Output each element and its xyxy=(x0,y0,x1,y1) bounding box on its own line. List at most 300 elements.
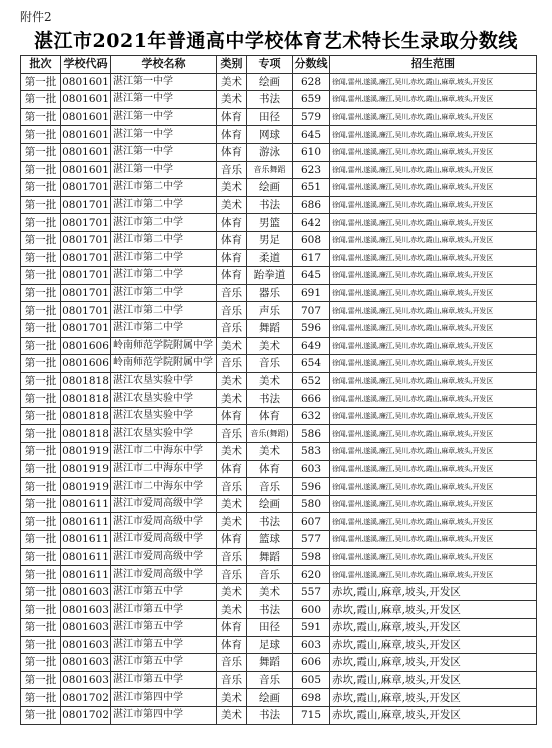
cell-specialty: 男篮 xyxy=(247,214,293,232)
cell-school-code: 0801611 xyxy=(61,513,111,531)
cell-school-code: 0801601 xyxy=(61,73,111,91)
cell-category: 美术 xyxy=(217,513,247,531)
cell-region: 赤坎,霞山,麻章,坡头,开发区 xyxy=(330,601,537,619)
attachment-label: 附件2 xyxy=(20,10,52,24)
cell-specialty: 篮球 xyxy=(247,531,293,549)
cell-score: 623 xyxy=(293,161,330,179)
cell-batch: 第一批 xyxy=(21,108,61,126)
cell-school-code: 0801603 xyxy=(61,671,111,689)
cell-category: 体育 xyxy=(217,460,247,478)
cell-school-name: 湛江市第二中学 xyxy=(111,284,217,302)
cell-score: 652 xyxy=(293,372,330,390)
cell-school-name: 湛江市第二中学 xyxy=(111,196,217,214)
cell-school-name: 湛江市第二中学 xyxy=(111,249,217,267)
cell-category: 体育 xyxy=(217,407,247,425)
cell-school-code: 0801603 xyxy=(61,601,111,619)
cell-school-name: 湛江市爱周高级中学 xyxy=(111,531,217,549)
cell-region: 赤坎,霞山,麻章,坡头,开发区 xyxy=(330,706,537,724)
cell-specialty: 书法 xyxy=(247,513,293,531)
document-title: 湛江市2021年普通高中学校体育艺术特长生录取分数线 xyxy=(34,30,518,52)
cell-batch: 第一批 xyxy=(21,126,61,144)
cell-school-code: 0801601 xyxy=(61,161,111,179)
cell-score: 666 xyxy=(293,390,330,408)
cell-school-code: 0801606 xyxy=(61,355,111,373)
cell-batch: 第一批 xyxy=(21,566,61,584)
cell-school-name: 湛江市爱周高级中学 xyxy=(111,548,217,566)
cell-category: 美术 xyxy=(217,495,247,513)
cell-specialty: 音乐 xyxy=(247,566,293,584)
cell-category: 音乐 xyxy=(217,671,247,689)
cell-region: 徐闻,雷州,遂溪,廉江,吴川,赤坎,霞山,麻章,坡头,开发区 xyxy=(330,372,537,390)
cell-batch: 第一批 xyxy=(21,249,61,267)
admission-score-table xyxy=(20,55,537,725)
cell-region: 徐闻,雷州,遂溪,廉江,吴川,赤坎,霞山,麻章,坡头,开发区 xyxy=(330,443,537,461)
cell-batch: 第一批 xyxy=(21,179,61,197)
cell-score: 605 xyxy=(293,671,330,689)
cell-specialty: 器乐 xyxy=(247,284,293,302)
cell-school-code: 0801702 xyxy=(61,689,111,707)
cell-score: 628 xyxy=(293,73,330,91)
cell-score: 617 xyxy=(293,249,330,267)
cell-category: 体育 xyxy=(217,126,247,144)
cell-specialty: 田径 xyxy=(247,108,293,126)
cell-score: 686 xyxy=(293,196,330,214)
cell-school-name: 湛江第一中学 xyxy=(111,126,217,144)
cell-school-code: 0801601 xyxy=(61,108,111,126)
cell-school-name: 岭南师范学院附属中学 xyxy=(111,355,217,373)
cell-school-name: 湛江农垦实验中学 xyxy=(111,407,217,425)
cell-school-code: 0801919 xyxy=(61,478,111,496)
cell-specialty: 音乐舞蹈 xyxy=(247,161,293,179)
cell-category: 音乐 xyxy=(217,566,247,584)
cell-school-name: 湛江市第四中学 xyxy=(111,689,217,707)
cell-specialty: 书法 xyxy=(247,706,293,724)
cell-category: 美术 xyxy=(217,689,247,707)
table-row xyxy=(21,302,537,320)
cell-school-name: 湛江市第二中学 xyxy=(111,302,217,320)
cell-school-name: 湛江第一中学 xyxy=(111,73,217,91)
cell-school-code: 0801818 xyxy=(61,390,111,408)
cell-region: 赤坎,霞山,麻章,坡头,开发区 xyxy=(330,619,537,637)
header-region: 招生范围 xyxy=(330,56,537,74)
cell-category: 美术 xyxy=(217,706,247,724)
table-row xyxy=(21,267,537,285)
cell-specialty: 美术 xyxy=(247,583,293,601)
cell-region: 徐闻,雷州,遂溪,廉江,吴川,赤坎,霞山,麻章,坡头,开发区 xyxy=(330,161,537,179)
cell-category: 美术 xyxy=(217,372,247,390)
cell-school-code: 0801701 xyxy=(61,249,111,267)
cell-school-code: 0801818 xyxy=(61,425,111,443)
cell-score: 577 xyxy=(293,531,330,549)
cell-school-code: 0801601 xyxy=(61,126,111,144)
cell-region: 徐闻,雷州,遂溪,廉江,吴川,赤坎,霞山,麻章,坡头,开发区 xyxy=(330,267,537,285)
cell-school-code: 0801701 xyxy=(61,267,111,285)
cell-school-code: 0801603 xyxy=(61,583,111,601)
cell-region: 徐闻,雷州,遂溪,廉江,吴川,赤坎,霞山,麻章,坡头,开发区 xyxy=(330,513,537,531)
cell-specialty: 音乐 xyxy=(247,355,293,373)
cell-school-name: 湛江市第五中学 xyxy=(111,619,217,637)
header-school-code: 学校代码 xyxy=(61,56,111,74)
cell-region: 徐闻,雷州,遂溪,廉江,吴川,赤坎,霞山,麻章,坡头,开发区 xyxy=(330,460,537,478)
cell-category: 音乐 xyxy=(217,319,247,337)
cell-batch: 第一批 xyxy=(21,91,61,109)
cell-school-code: 0801701 xyxy=(61,214,111,232)
cell-batch: 第一批 xyxy=(21,671,61,689)
cell-score: 608 xyxy=(293,231,330,249)
cell-category: 美术 xyxy=(217,73,247,91)
cell-specialty: 美术 xyxy=(247,372,293,390)
cell-school-code: 0801601 xyxy=(61,143,111,161)
cell-school-name: 湛江农垦实验中学 xyxy=(111,390,217,408)
cell-batch: 第一批 xyxy=(21,302,61,320)
cell-school-code: 0801611 xyxy=(61,531,111,549)
cell-category: 体育 xyxy=(217,214,247,232)
cell-specialty: 足球 xyxy=(247,636,293,654)
header-batch: 批次 xyxy=(21,56,61,74)
cell-category: 美术 xyxy=(217,443,247,461)
cell-region: 徐闻,雷州,遂溪,廉江,吴川,赤坎,霞山,麻章,坡头,开发区 xyxy=(330,214,537,232)
cell-school-name: 湛江市第二中学 xyxy=(111,267,217,285)
cell-score: 607 xyxy=(293,513,330,531)
cell-category: 体育 xyxy=(217,143,247,161)
table-row xyxy=(21,91,537,109)
cell-school-name: 湛江市第五中学 xyxy=(111,601,217,619)
cell-specialty: 绘画 xyxy=(247,689,293,707)
cell-score: 715 xyxy=(293,706,330,724)
cell-school-code: 0801701 xyxy=(61,284,111,302)
cell-school-code: 0801611 xyxy=(61,548,111,566)
cell-school-name: 湛江市第五中学 xyxy=(111,654,217,672)
cell-score: 603 xyxy=(293,636,330,654)
table-row xyxy=(21,478,537,496)
table-row xyxy=(21,443,537,461)
cell-category: 音乐 xyxy=(217,548,247,566)
cell-school-name: 湛江市第二中学 xyxy=(111,319,217,337)
table-row xyxy=(21,126,537,144)
cell-score: 610 xyxy=(293,143,330,161)
header-category: 类别 xyxy=(217,56,247,74)
cell-score: 642 xyxy=(293,214,330,232)
table-row xyxy=(21,706,537,724)
table-row xyxy=(21,196,537,214)
table-row xyxy=(21,337,537,355)
cell-category: 美术 xyxy=(217,179,247,197)
cell-school-code: 0801611 xyxy=(61,566,111,584)
cell-batch: 第一批 xyxy=(21,531,61,549)
cell-category: 美术 xyxy=(217,390,247,408)
cell-category: 音乐 xyxy=(217,478,247,496)
cell-specialty: 书法 xyxy=(247,91,293,109)
table-row xyxy=(21,73,537,91)
cell-score: 600 xyxy=(293,601,330,619)
cell-school-code: 0801603 xyxy=(61,619,111,637)
table-row xyxy=(21,372,537,390)
cell-category: 体育 xyxy=(217,231,247,249)
cell-specialty: 舞蹈 xyxy=(247,548,293,566)
cell-specialty: 体育 xyxy=(247,460,293,478)
cell-school-code: 0801601 xyxy=(61,91,111,109)
cell-school-name: 湛江市二中海东中学 xyxy=(111,443,217,461)
table-row xyxy=(21,636,537,654)
table-row xyxy=(21,689,537,707)
cell-score: 579 xyxy=(293,108,330,126)
cell-category: 体育 xyxy=(217,267,247,285)
cell-specialty: 音乐(舞蹈) xyxy=(247,425,293,443)
cell-batch: 第一批 xyxy=(21,636,61,654)
cell-score: 620 xyxy=(293,566,330,584)
cell-specialty: 绘画 xyxy=(247,73,293,91)
cell-specialty: 书法 xyxy=(247,390,293,408)
cell-batch: 第一批 xyxy=(21,689,61,707)
cell-region: 徐闻,雷州,遂溪,廉江,吴川,赤坎,霞山,麻章,坡头,开发区 xyxy=(330,91,537,109)
cell-category: 音乐 xyxy=(217,425,247,443)
cell-region: 徐闻,雷州,遂溪,廉江,吴川,赤坎,霞山,麻章,坡头,开发区 xyxy=(330,73,537,91)
cell-specialty: 声乐 xyxy=(247,302,293,320)
cell-batch: 第一批 xyxy=(21,214,61,232)
cell-category: 体育 xyxy=(217,531,247,549)
cell-specialty: 音乐 xyxy=(247,671,293,689)
cell-batch: 第一批 xyxy=(21,390,61,408)
cell-category: 体育 xyxy=(217,249,247,267)
cell-score: 654 xyxy=(293,355,330,373)
table-row xyxy=(21,249,537,267)
cell-school-code: 0801702 xyxy=(61,706,111,724)
cell-region: 徐闻,雷州,遂溪,廉江,吴川,赤坎,霞山,麻章,坡头,开发区 xyxy=(330,284,537,302)
table-row xyxy=(21,355,537,373)
cell-specialty: 柔道 xyxy=(247,249,293,267)
cell-school-name: 湛江市第五中学 xyxy=(111,671,217,689)
cell-batch: 第一批 xyxy=(21,231,61,249)
cell-school-code: 0801701 xyxy=(61,196,111,214)
cell-score: 557 xyxy=(293,583,330,601)
cell-category: 音乐 xyxy=(217,355,247,373)
cell-region: 徐闻,雷州,遂溪,廉江,吴川,赤坎,霞山,麻章,坡头,开发区 xyxy=(330,249,537,267)
cell-specialty: 书法 xyxy=(247,601,293,619)
table-row xyxy=(21,619,537,637)
cell-batch: 第一批 xyxy=(21,495,61,513)
cell-batch: 第一批 xyxy=(21,706,61,724)
table-row xyxy=(21,671,537,689)
cell-school-code: 0801603 xyxy=(61,654,111,672)
cell-score: 691 xyxy=(293,284,330,302)
cell-score: 580 xyxy=(293,495,330,513)
table-row xyxy=(21,495,537,513)
cell-category: 音乐 xyxy=(217,161,247,179)
cell-batch: 第一批 xyxy=(21,478,61,496)
cell-specialty: 田径 xyxy=(247,619,293,637)
cell-school-name: 湛江第一中学 xyxy=(111,91,217,109)
cell-batch: 第一批 xyxy=(21,601,61,619)
cell-category: 音乐 xyxy=(217,302,247,320)
cell-region: 徐闻,雷州,遂溪,廉江,吴川,赤坎,霞山,麻章,坡头,开发区 xyxy=(330,390,537,408)
cell-category: 美术 xyxy=(217,601,247,619)
cell-score: 707 xyxy=(293,302,330,320)
cell-score: 659 xyxy=(293,91,330,109)
cell-school-code: 0801919 xyxy=(61,443,111,461)
cell-school-name: 湛江第一中学 xyxy=(111,143,217,161)
cell-school-name: 湛江市第二中学 xyxy=(111,179,217,197)
table-row xyxy=(21,601,537,619)
cell-batch: 第一批 xyxy=(21,355,61,373)
cell-region: 徐闻,雷州,遂溪,廉江,吴川,赤坎,霞山,麻章,坡头,开发区 xyxy=(330,337,537,355)
header-specialty: 专项 xyxy=(247,56,293,74)
cell-category: 音乐 xyxy=(217,654,247,672)
cell-batch: 第一批 xyxy=(21,143,61,161)
table-row xyxy=(21,566,537,584)
table-row xyxy=(21,654,537,672)
cell-batch: 第一批 xyxy=(21,267,61,285)
cell-batch: 第一批 xyxy=(21,425,61,443)
cell-specialty: 美术 xyxy=(247,443,293,461)
cell-specialty: 美术 xyxy=(247,337,293,355)
cell-school-code: 0801611 xyxy=(61,495,111,513)
cell-category: 美术 xyxy=(217,583,247,601)
cell-region: 赤坎,霞山,麻章,坡头,开发区 xyxy=(330,654,537,672)
cell-score: 596 xyxy=(293,319,330,337)
cell-score: 586 xyxy=(293,425,330,443)
cell-batch: 第一批 xyxy=(21,73,61,91)
cell-batch: 第一批 xyxy=(21,284,61,302)
cell-score: 649 xyxy=(293,337,330,355)
cell-region: 徐闻,雷州,遂溪,廉江,吴川,赤坎,霞山,麻章,坡头,开发区 xyxy=(330,126,537,144)
table-row xyxy=(21,143,537,161)
cell-region: 徐闻,雷州,遂溪,廉江,吴川,赤坎,霞山,麻章,坡头,开发区 xyxy=(330,302,537,320)
cell-school-name: 湛江市第二中学 xyxy=(111,231,217,249)
cell-school-name: 湛江第一中学 xyxy=(111,108,217,126)
cell-region: 赤坎,霞山,麻章,坡头,开发区 xyxy=(330,636,537,654)
cell-batch: 第一批 xyxy=(21,196,61,214)
cell-specialty: 舞蹈 xyxy=(247,654,293,672)
cell-region: 徐闻,雷州,遂溪,廉江,吴川,赤坎,霞山,麻章,坡头,开发区 xyxy=(330,566,537,584)
cell-school-name: 湛江农垦实验中学 xyxy=(111,372,217,390)
cell-school-code: 0801606 xyxy=(61,337,111,355)
cell-school-code: 0801818 xyxy=(61,372,111,390)
cell-category: 体育 xyxy=(217,108,247,126)
cell-specialty: 跆拳道 xyxy=(247,267,293,285)
cell-batch: 第一批 xyxy=(21,319,61,337)
table-row xyxy=(21,161,537,179)
header-score: 分数线 xyxy=(293,56,330,74)
table-row xyxy=(21,214,537,232)
cell-region: 徐闻,雷州,遂溪,廉江,吴川,赤坎,霞山,麻章,坡头,开发区 xyxy=(330,108,537,126)
table-row xyxy=(21,390,537,408)
cell-region: 徐闻,雷州,遂溪,廉江,吴川,赤坎,霞山,麻章,坡头,开发区 xyxy=(330,143,537,161)
cell-region: 赤坎,霞山,麻章,坡头,开发区 xyxy=(330,671,537,689)
cell-school-name: 湛江市爱周高级中学 xyxy=(111,566,217,584)
cell-batch: 第一批 xyxy=(21,443,61,461)
cell-specialty: 书法 xyxy=(247,196,293,214)
cell-region: 徐闻,雷州,遂溪,廉江,吴川,赤坎,霞山,麻章,坡头,开发区 xyxy=(330,495,537,513)
cell-region: 徐闻,雷州,遂溪,廉江,吴川,赤坎,霞山,麻章,坡头,开发区 xyxy=(330,355,537,373)
cell-category: 体育 xyxy=(217,636,247,654)
table-row xyxy=(21,284,537,302)
cell-category: 美术 xyxy=(217,337,247,355)
cell-school-code: 0801919 xyxy=(61,460,111,478)
cell-school-name: 湛江市二中海东中学 xyxy=(111,478,217,496)
cell-school-name: 湛江市第五中学 xyxy=(111,583,217,601)
cell-region: 徐闻,雷州,遂溪,廉江,吴川,赤坎,霞山,麻章,坡头,开发区 xyxy=(330,179,537,197)
table-row xyxy=(21,513,537,531)
cell-score: 645 xyxy=(293,267,330,285)
cell-region: 徐闻,雷州,遂溪,廉江,吴川,赤坎,霞山,麻章,坡头,开发区 xyxy=(330,319,537,337)
cell-category: 美术 xyxy=(217,91,247,109)
cell-school-name: 湛江农垦实验中学 xyxy=(111,425,217,443)
table-row xyxy=(21,583,537,601)
cell-batch: 第一批 xyxy=(21,583,61,601)
cell-region: 徐闻,雷州,遂溪,廉江,吴川,赤坎,霞山,麻章,坡头,开发区 xyxy=(330,425,537,443)
cell-score: 598 xyxy=(293,548,330,566)
cell-score: 632 xyxy=(293,407,330,425)
cell-school-code: 0801603 xyxy=(61,636,111,654)
cell-category: 美术 xyxy=(217,196,247,214)
cell-region: 徐闻,雷州,遂溪,廉江,吴川,赤坎,霞山,麻章,坡头,开发区 xyxy=(330,478,537,496)
cell-school-name: 湛江市二中海东中学 xyxy=(111,460,217,478)
cell-score: 583 xyxy=(293,443,330,461)
cell-specialty: 男足 xyxy=(247,231,293,249)
cell-school-name: 湛江市第四中学 xyxy=(111,706,217,724)
cell-score: 603 xyxy=(293,460,330,478)
cell-score: 651 xyxy=(293,179,330,197)
cell-region: 赤坎,霞山,麻章,坡头,开发区 xyxy=(330,689,537,707)
cell-score: 596 xyxy=(293,478,330,496)
cell-category: 体育 xyxy=(217,619,247,637)
cell-school-name: 湛江市第五中学 xyxy=(111,636,217,654)
cell-school-name: 湛江市爱周高级中学 xyxy=(111,495,217,513)
table-header-row xyxy=(21,56,537,74)
cell-specialty: 体育 xyxy=(247,407,293,425)
table-row xyxy=(21,548,537,566)
cell-batch: 第一批 xyxy=(21,372,61,390)
cell-category: 音乐 xyxy=(217,284,247,302)
cell-specialty: 绘画 xyxy=(247,179,293,197)
table-row xyxy=(21,407,537,425)
table-row xyxy=(21,460,537,478)
cell-score: 698 xyxy=(293,689,330,707)
cell-region: 徐闻,雷州,遂溪,廉江,吴川,赤坎,霞山,麻章,坡头,开发区 xyxy=(330,407,537,425)
cell-school-code: 0801701 xyxy=(61,319,111,337)
cell-batch: 第一批 xyxy=(21,513,61,531)
cell-school-code: 0801701 xyxy=(61,231,111,249)
cell-region: 徐闻,雷州,遂溪,廉江,吴川,赤坎,霞山,麻章,坡头,开发区 xyxy=(330,196,537,214)
table-row xyxy=(21,425,537,443)
cell-region: 徐闻,雷州,遂溪,廉江,吴川,赤坎,霞山,麻章,坡头,开发区 xyxy=(330,548,537,566)
cell-region: 赤坎,霞山,麻章,坡头,开发区 xyxy=(330,583,537,601)
cell-school-code: 0801701 xyxy=(61,179,111,197)
cell-batch: 第一批 xyxy=(21,548,61,566)
table-row xyxy=(21,179,537,197)
cell-specialty: 音乐 xyxy=(247,478,293,496)
cell-region: 徐闻,雷州,遂溪,廉江,吴川,赤坎,霞山,麻章,坡头,开发区 xyxy=(330,231,537,249)
cell-specialty: 舞蹈 xyxy=(247,319,293,337)
cell-score: 591 xyxy=(293,619,330,637)
cell-school-name: 湛江市爱周高级中学 xyxy=(111,513,217,531)
cell-school-name: 湛江市第二中学 xyxy=(111,214,217,232)
cell-batch: 第一批 xyxy=(21,407,61,425)
cell-specialty: 网球 xyxy=(247,126,293,144)
table-row xyxy=(21,108,537,126)
header-school-name: 学校名称 xyxy=(111,56,217,74)
cell-score: 606 xyxy=(293,654,330,672)
cell-school-code: 0801818 xyxy=(61,407,111,425)
cell-specialty: 游泳 xyxy=(247,143,293,161)
table-row xyxy=(21,319,537,337)
cell-specialty: 绘画 xyxy=(247,495,293,513)
cell-school-name: 岭南师范学院附属中学 xyxy=(111,337,217,355)
cell-score: 645 xyxy=(293,126,330,144)
cell-batch: 第一批 xyxy=(21,460,61,478)
table-row xyxy=(21,531,537,549)
cell-batch: 第一批 xyxy=(21,619,61,637)
